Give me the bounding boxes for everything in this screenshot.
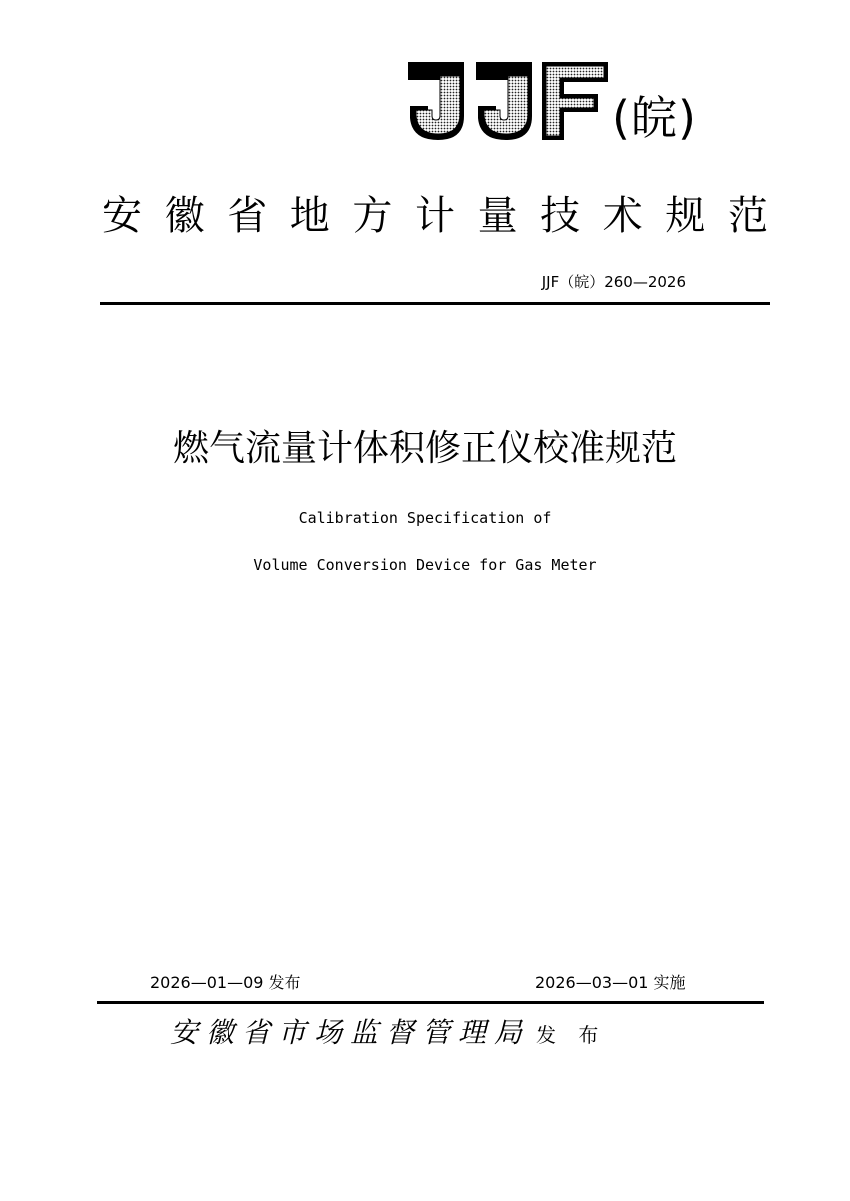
issuer-line <box>170 1013 606 1055</box>
heading-char: 规 <box>665 193 706 239</box>
footer-divider <box>97 1001 764 1004</box>
heading-char: 省 <box>227 193 268 239</box>
heading-char: 术 <box>602 193 643 239</box>
heading-char: 量 <box>477 193 518 239</box>
document-title-en-line1: Calibration Specification of <box>298 509 552 527</box>
issue-date: 2026—01—09 发布 <box>150 973 301 992</box>
heading-char: 安 <box>102 193 142 239</box>
logo-letter-j2 <box>476 62 532 140</box>
document-title-zh: 燃气流量计体积修正仪校准规范 <box>172 428 677 469</box>
logo-letter-j1 <box>408 62 464 140</box>
authority-heading <box>100 190 770 242</box>
issuer-name: 安徽省市场监督管理局 <box>170 1016 531 1049</box>
document-number: JJF（皖）260—2026 <box>541 273 686 291</box>
logo-province-suffix: (皖) <box>612 91 697 145</box>
issuer-action: 发 布 <box>536 1023 607 1047</box>
heading-char: 徽 <box>164 193 205 239</box>
logo-letter-f <box>542 62 608 140</box>
header-divider <box>100 302 770 305</box>
document-title-en-line2: Volume Conversion Device for Gas Meter <box>253 556 597 574</box>
heading-char: 方 <box>352 193 393 239</box>
implementation-date: 2026—03—01 实施 <box>535 973 686 992</box>
heading-char: 技 <box>540 193 581 239</box>
jjf-logo <box>404 58 610 144</box>
heading-char: 地 <box>289 193 330 239</box>
heading-char: 计 <box>414 193 455 239</box>
heading-char: 范 <box>727 193 768 239</box>
